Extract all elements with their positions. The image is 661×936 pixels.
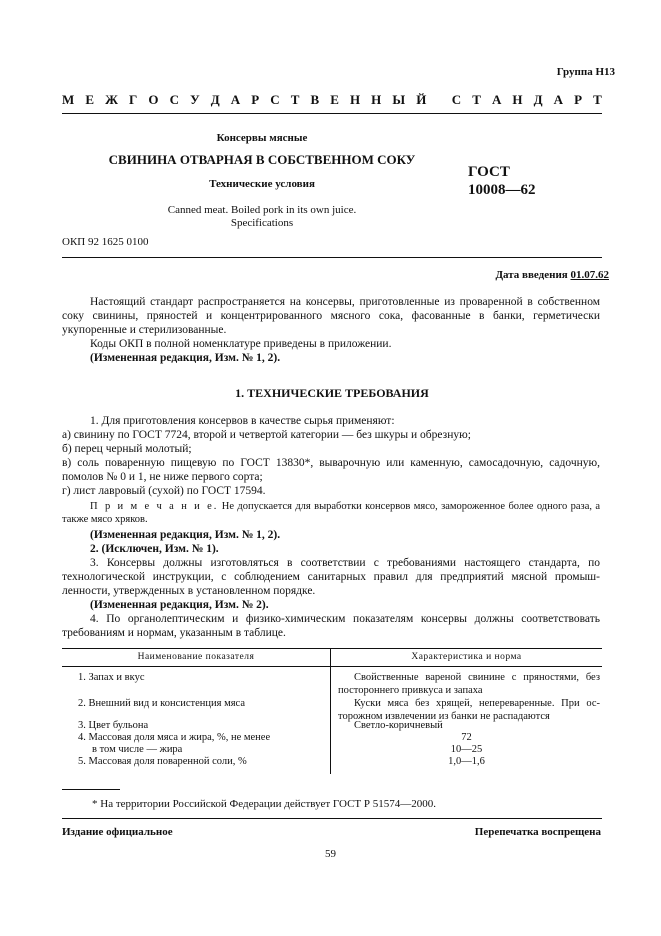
banner-letter: Й (416, 92, 427, 107)
document-subtitle: Технические условия (209, 178, 315, 190)
intro-paragraph: Настоящий стандарт распространяется на консервы, приготовленные из проваренной в собственном соку свинины, пряностей и концентрированного мясного сока, фасованные в банки, герметически укупоренные и стерилизованные. (62, 296, 600, 336)
table-header-rule (62, 666, 602, 667)
banner-letter: Н (512, 92, 523, 107)
table-top-rule (62, 648, 602, 649)
reprint-notice: Перепечатка воспрещена (474, 826, 601, 838)
table-row-3-value: Светло-коричневый (354, 720, 443, 731)
banner-letter: А (491, 92, 502, 107)
banner-letter: С (169, 92, 179, 107)
header-divider (62, 257, 602, 258)
table-row-1-value: Свойственные вареной свинине с пряностями, без постороннего привкуса и запаха (338, 672, 600, 696)
table-header-divider (330, 648, 331, 666)
table-row-6-value: 1,0—1,6 (448, 756, 485, 767)
footer-divider (62, 818, 602, 819)
banner-letter: Ы (392, 92, 406, 107)
effective-date (495, 269, 609, 281)
document-title: СВИНИНА ОТВАРНАЯ В СОБСТВЕННОМ СОКУ (108, 152, 416, 167)
table-header-value: Характеристика и норма (411, 652, 522, 662)
banner-letter: Д (533, 92, 543, 107)
section-heading: 1. ТЕХНИЧЕСКИЕ ТРЕБОВАНИЯ (235, 386, 429, 400)
okp-code: ОКП 92 1625 0100 (62, 236, 149, 248)
banner-letter: С (451, 92, 462, 107)
req-item-1: 1. Для приготовления консервов в качестве сырья применяют: (90, 415, 395, 427)
banner-letter: Н (371, 92, 382, 107)
banner-letter: М (62, 92, 75, 107)
banner-divider (62, 113, 602, 114)
gost-number: 10008—62 (468, 182, 536, 198)
table-row-2-value: Куски мяса без хрящей, непереваренные. При осторожном извлечении из банки не распадаются (338, 698, 600, 722)
table-row-6-name: 5. Массовая доля поваренной соли, % (78, 756, 247, 767)
banner-letter: Е (330, 92, 339, 107)
req-item-2: 2. (Исключен, Изм. № 1). (90, 543, 219, 555)
banner-letter: Н (349, 92, 361, 107)
banner-letter: У (190, 92, 200, 107)
req-item-1b: б) перец черный молотый; (62, 443, 192, 455)
banner-letter: Д (210, 92, 220, 107)
table-row-4-value: 72 (461, 732, 472, 743)
banner-letter: Т (290, 92, 300, 107)
table-row-5-name: в том числе — жира (92, 744, 183, 755)
footnote: * На территории Российской Федерации действует ГОСТ Р 51574—2000. (92, 798, 437, 810)
req-item-1d: г) лист лавровый (сухой) по ГОСТ 17594. (62, 485, 266, 497)
okp-codes-note: Коды ОКП в полной номенклатуре приведены в приложении. (90, 338, 392, 350)
table-row-4-name: 4. Массовая доля мяса и жира, %, не менее (78, 732, 271, 743)
edition-label: Издание официальное (62, 826, 173, 838)
amendment-note-3: (Измененная редакция, Изм. № 2). (90, 599, 269, 611)
standard-banner (62, 92, 602, 108)
amendment-note-1: (Измененная редакция, Изм. № 1, 2). (90, 352, 281, 364)
table-row-5-value: 10—25 (450, 744, 483, 755)
gost-label: ГОСТ (468, 164, 510, 180)
footnote-rule (62, 789, 120, 790)
req-item-1a: а) свинину по ГОСТ 7724, второй и четвертой категории — без шкуры и обрезную; (62, 429, 471, 441)
req-item-1c: в) соль поваренную пищевую по ГОСТ 13830*, выварочную или каменную, самосадочную, садочную, помолов № 0 и 1, не ниже первого сорта; (62, 457, 600, 483)
banner-letter: О (148, 92, 159, 107)
group-code: Группа Н13 (556, 66, 615, 78)
note-label: П р и м е ч а н и е. (90, 501, 219, 512)
note (62, 500, 600, 526)
banner-letter: В (310, 92, 320, 107)
banner-letter: С (270, 92, 280, 107)
table-row-1-name: 1. Запах и вкус (78, 672, 145, 683)
banner-letter: Г (129, 92, 138, 107)
req-item-3: 3. Консервы должны изготовляться в соответствии с требованиями настоящего стандарта, по технологической инструкции, с соблюдением санитарных правил для предприятий мясной промышленности, утвержденных в установленном порядке. (62, 557, 600, 597)
table-row-3-name: 3. Цвет бульона (78, 720, 149, 731)
english-title: Canned meat. Boiled pork in its own juice. (167, 204, 357, 216)
banner-letter: Р (251, 92, 260, 107)
banner-letter: А (553, 92, 564, 107)
table-row-2-name: 2. Внешний вид и консистенция мяса (78, 698, 246, 709)
date-label: Дата введения (495, 269, 571, 281)
date-value: 01.07.62 (570, 269, 609, 281)
banner-letter (437, 92, 440, 108)
product-type: Консервы мясные (216, 132, 308, 144)
amendment-note-2: (Измененная редакция, Изм. № 1, 2). (90, 529, 281, 541)
english-subtitle: Specifications (230, 217, 294, 229)
table-header-indicator: Наименование показателя (137, 652, 255, 662)
banner-letter: Т (593, 92, 602, 107)
banner-letter: Т (472, 92, 481, 107)
banner-letter: Р (574, 92, 583, 107)
banner-letter: А (230, 92, 241, 107)
page-number: 59 (325, 848, 336, 860)
note-text: Не допускается для выработки консервов мясо, замороженное более одного раза, а также мясо хряков. (62, 501, 600, 525)
banner-letter: Ж (105, 92, 118, 107)
banner-letter: Е (85, 92, 95, 107)
req-item-4: 4. По органолептическим и физико-химическим показателям консервы должны соответствовать требованиям и нормам, указанным в таблице. (62, 613, 600, 639)
